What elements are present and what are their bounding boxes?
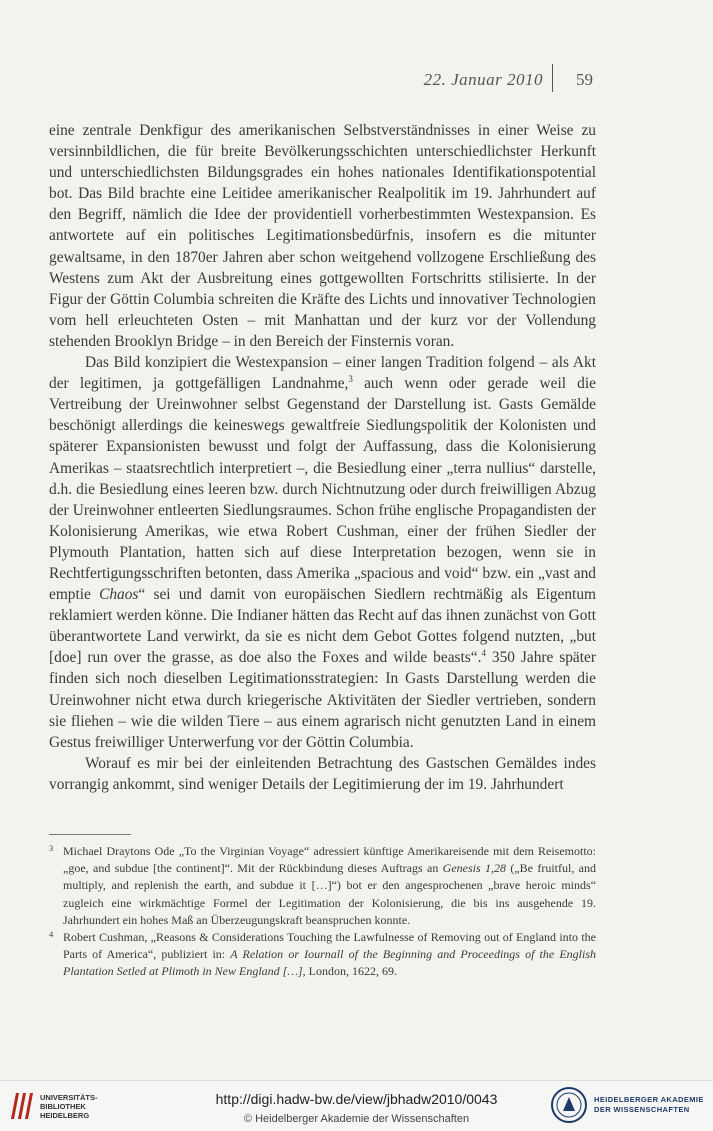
running-header [0, 70, 713, 96]
footnote-text: Michael Draytons Ode „To the Virginian Voyage“ adressiert künftige Amerikareisende mit dem Reisemotto: „goe, and subdue [the continent]“. Mit der Rückbindung dieses Auftrags an [63, 844, 596, 876]
paragraph-3: Worauf es mir bei der einleitenden Betrachtung des Gastschen Gemäldes indes vorrangig ankommt, sind weniger Details der Legitimierung der im 19. Jahrhundert [49, 754, 596, 793]
footnote-text: Robert Cushman, „Reasons & Considerations Touching the Lawfulnesse of Removing out of England into the Parts of America“, publiziert in: [63, 930, 596, 962]
main-text [49, 120, 596, 795]
footnote-number: 4 [49, 929, 54, 940]
footnote-text: , London, 1622, 69. [302, 964, 398, 979]
logo-line: DER WISSENSCHAFTEN [594, 1104, 690, 1114]
copyright-notice: © Heidelberger Akademie der Wissenschaften [243, 1113, 470, 1125]
footer [0, 1080, 713, 1131]
footnote-italic: Genesis 1,28 [442, 861, 507, 876]
paragraph-2-text: 350 Jahre später finden sich noch dieselben Legitimationsstrategien: In Gasts Darstellung werden die Ureinwohner nicht etwa durch kriegerische Aktivitäten der Siedler vertrieben, sondern sie fliehen – wie die wilden Tiere – aus einem agrarisch nicht genutzten Land in einem Gestus freiwilliger Unterwerfung vor der Göttin Columbia. [49, 649, 596, 751]
footnote-ref-3[interactable]: 3 [348, 374, 353, 384]
academy-name [594, 1095, 704, 1114]
header-divider [552, 64, 553, 92]
footnote-4 [49, 929, 596, 981]
footnote-italic: A Relation or Iournall of the Beginning and Proceedings of the English Plantation Setled at Plimoth in New England […] [63, 947, 597, 979]
logo-line: BIBLIOTHEK [40, 1102, 86, 1111]
paragraph-2 [49, 352, 596, 753]
footnote-ref-4[interactable]: 4 [481, 648, 486, 659]
header-date: 22. Januar 2010 [423, 70, 543, 89]
paragraph-2-text: “ sei und damit von europäischen Siedlern rechtmäßig als Eigentum reklamiert werden könne. Die Indianer hätten das Recht auf das ihnen zunächst von Gott überantwortete Land verwirkt, da sie es nicht dem Gebot Gottes folgend nutzten, „but [doe] run over the grasse, as doe also the Foxes and wilde beasts“. [49, 586, 596, 667]
page-number: 59 [576, 70, 593, 89]
logo-line: HEIDELBERG [40, 1111, 90, 1120]
emphasis-text: Chaos [99, 586, 139, 604]
footnote-number: 3 [49, 843, 54, 853]
footnote-text: („Be fruitful, and multiply, and replenish the earth, and subdue it […]“) bot er den angesprochenen „brave heroic minds“ zugleich eine wirkmächtige Formel der Legitimation der Kolonisierung, die bis ins ausgehende 19. Jahrhundert ein hohes Maß an Überzeugungskraft beanspruchen konnte. [63, 861, 597, 927]
footnotes [49, 843, 596, 981]
logo-line: HEIDELBERGER AKADEMIE [594, 1095, 704, 1104]
source-url-link[interactable]: http://digi.hadw-bw.de/view/jbhadw2010/0043 [215, 1091, 498, 1107]
paragraph-1: eine zentrale Denkfigur des amerikanischen Selbstverständnisses in einer Weise zu versinnbildlichen, die für breite Bevölkerungsschichten unterschiedlichster Herkunft und unterschiedlichsten Bildungsgrades ein hohes nationales Identifikationspotential bot. Das Bild brachte eine Leitidee amerikanischer Realpolitik im 19. Jahrhundert auf den Begriff, nämlich die Idee der providentiell vorherbestimmten Westexpansion. Es antwortete auf ein politisches Legitimationsbedürfnis, insofern es die mitunter gewaltsame, in den 1870er Jahren aber schon weitgehend vollzogene Erschließung des Westens zum Akt der Ausbreitung eines gottgewollten Fortschritts stilisierte. In der Figur der Göttin Columbia schreiten die Kräfte des Lichts und innovativer Technologien vom hell erleuchteten Osten – mit Manhattan und der kurz vor der Vollendung stehenden Brooklyn Bridge – in den Bereich der Finsternis voran. [49, 122, 596, 350]
logo-line: UNIVERSITÄTS- [40, 1093, 98, 1102]
academy-seal-icon[interactable] [550, 1086, 588, 1124]
footnote-3 [49, 843, 596, 929]
paragraph-2-text: Das Bild konzipiert die Westexpansion – einer langen Tradition folgend – als Akt der legitimen, ja gottgefälligen Landnahme, [49, 354, 596, 393]
footnote-separator [49, 834, 131, 835]
paragraph-2-text: auch wenn oder gerade weil die Vertreibung der Ureinwohner selbst Gegenstand der Darstellung ist. Gasts Gemälde beschönigt allerdings die keineswegs gewaltfreie Siedlungspolitik der Kolonisten und späterer Expansionisten bewusst und folgt der Auffassung, dass die Kolonisierung Amerikas – staatsrechtlich interpretiert –, die Besiedlung einer „terra nullius“ darstelle, d.h. die Besiedlung eines leeren bzw. durch Nichtnutzung oder durch freiwilligen Abzug der Ureinwohner entleerten Siedlungsraumes. Schon frühe englische Propagandisten der Kolonisierung Amerikas, wie etwa Robert Cushman, einer der frühen Siedler der Plymouth Plantation, hatten sich auf diese Interpretation bezogen, wenn sie in Rechtfertigungsschriften betonten, dass Amerika „spacious and void“ bzw. ein „vast and emptie [49, 375, 596, 604]
